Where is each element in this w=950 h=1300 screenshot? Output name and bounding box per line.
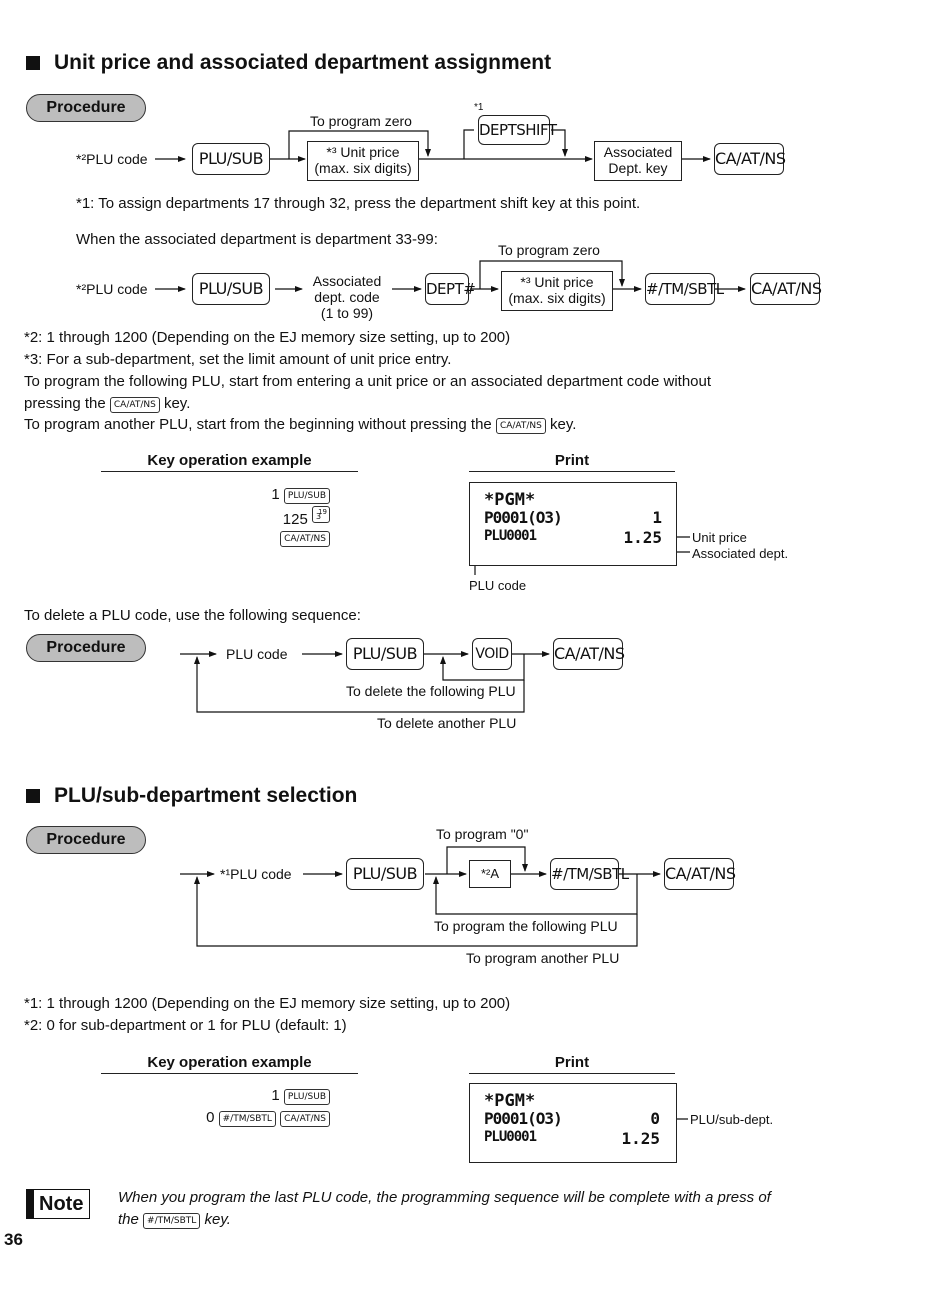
s2-row1-plusub-key: PLU/SUB xyxy=(284,1089,330,1105)
para1b-post: key. xyxy=(163,395,191,412)
plusub-key: PLU/SUB xyxy=(192,143,270,175)
s2-footnote-1: *1: 1 through 1200 (Depending on the EJ memory size setting, up to 200) xyxy=(24,995,511,1012)
deptshift-key: DEPTSHIFT xyxy=(478,115,550,145)
assoc-code-line1: Associated xyxy=(312,273,382,289)
section-title-text: Unit price and associated department assignment xyxy=(54,51,552,74)
callout-unit-price: Unit price xyxy=(692,530,747,545)
footnote-3: *3: For a sub-department, set the limit amount of unit price entry. xyxy=(24,351,452,368)
s2-print-header: Print xyxy=(469,1054,675,1074)
receipt2-line3-right: 1.25 xyxy=(621,1129,660,1148)
print-header: Print xyxy=(469,452,675,472)
receipt2-line2-right: 0 xyxy=(650,1109,660,1128)
caatns-key-2: CA/AT/NS xyxy=(750,273,820,305)
deptshift-footnote-mark: *1 xyxy=(474,102,484,113)
unit-price-2-line1: *³ Unit price xyxy=(520,274,594,290)
s2-caatns-key: CA/AT/NS xyxy=(664,858,734,890)
key-op-row2 xyxy=(220,506,330,528)
dept-33-99-note: When the associated department is department 33-99: xyxy=(76,231,438,248)
receipt1-line3-right: 1.25 xyxy=(623,528,662,547)
section-title-plu-sub xyxy=(26,784,357,808)
unit-price-box xyxy=(307,141,419,181)
unit-price-2-line2: (max. six digits) xyxy=(508,290,606,306)
delete-another-label: To delete another PLU xyxy=(377,715,517,731)
receipt2-line1: *PGM* xyxy=(484,1091,536,1111)
key-operation-header: Key operation example xyxy=(101,452,358,472)
inline-caatns-key: CA/AT/NS xyxy=(110,397,160,413)
section2-title-text: PLU/sub-department selection xyxy=(54,784,358,807)
associated-dept-code-label xyxy=(305,273,389,321)
program-another-label: To program another PLU xyxy=(466,950,620,966)
to-program-zero-label-2: To program zero xyxy=(498,242,600,258)
key-op-row2-num: 125 xyxy=(282,511,308,528)
to-program-0-label: To program "0" xyxy=(436,826,529,842)
note-text-line1: When you program the last PLU code, the programming sequence will be complete with a press of xyxy=(118,1189,771,1206)
plusub-key-2: PLU/SUB xyxy=(192,273,270,305)
s2-key-operation-header: Key operation example xyxy=(101,1054,358,1074)
paragraph-following-plu-cont xyxy=(24,395,190,413)
a-value-box: *²A xyxy=(469,860,511,888)
s2-plu-code-label: *¹PLU code xyxy=(220,866,292,882)
assoc-code-line2: dept. code xyxy=(314,289,380,305)
receipt1-line3-left: PLU0001 xyxy=(484,528,537,544)
dept3-key-bottom: 3 xyxy=(316,512,322,521)
receipt2-line2-left: P0001(O3) xyxy=(484,1109,562,1128)
inline-caatns-key-2: CA/AT/NS xyxy=(496,418,546,434)
procedure-badge: Procedure xyxy=(26,94,146,122)
plu-code-label-2: *²PLU code xyxy=(76,281,148,297)
key-op-row1-num: 1 xyxy=(271,486,280,503)
dept3-key xyxy=(312,506,330,523)
s2-row1-num: 1 xyxy=(271,1087,280,1104)
footnote-2: *2: 1 through 1200 (Depending on the EJ memory size setting, up to 200) xyxy=(24,329,511,346)
section-title-unit-price xyxy=(26,51,551,75)
plu-code-label: *²PLU code xyxy=(76,151,148,167)
procedure-badge-2: Procedure xyxy=(26,826,146,854)
note-label: Note xyxy=(26,1189,90,1219)
footnote-1: *1: To assign departments 17 through 32, press the department shift key at this point. xyxy=(76,195,641,212)
receipt-print-1 xyxy=(469,482,677,566)
note-tmsbtl-key: #/TM/SBTL xyxy=(143,1213,200,1229)
callout-plu-sub-dept: PLU/sub-dept. xyxy=(690,1112,774,1127)
associated-dept-box xyxy=(594,141,682,181)
para1b-pre: pressing the xyxy=(24,395,106,412)
paragraph-another-plu xyxy=(24,416,576,434)
delete-plu-code-label: PLU code xyxy=(226,646,288,662)
note-text-post: key. xyxy=(204,1211,231,1228)
assoc-code-line3: (1 to 99) xyxy=(320,305,374,321)
dept-key: DEPT# xyxy=(425,273,469,305)
s2-plusub-key: PLU/SUB xyxy=(346,858,424,890)
receipt-print-2 xyxy=(469,1083,677,1163)
delete-following-label: To delete the following PLU xyxy=(346,683,516,699)
unit-price-box-2 xyxy=(501,271,613,311)
procedure-badge-delete: Procedure xyxy=(26,634,146,662)
receipt1-line1: *PGM* xyxy=(484,490,536,510)
paragraph-following-plu: To program the following PLU, start from entering a unit price or an associated department code without xyxy=(24,373,712,390)
note-text-line2 xyxy=(118,1209,771,1231)
receipt2-line3-left: PLU0001 xyxy=(484,1129,537,1145)
key-op-caatns-key: CA/AT/NS xyxy=(280,531,330,547)
note-text xyxy=(118,1187,771,1231)
delete-intro: To delete a PLU code, use the following sequence: xyxy=(24,607,361,624)
note-text-pre: the xyxy=(118,1211,139,1228)
to-program-zero-label: To program zero xyxy=(310,113,412,129)
callout-associated-dept: Associated dept. xyxy=(692,546,789,561)
unit-price-line1: *³ Unit price xyxy=(326,144,400,160)
s2-key-op-row1 xyxy=(200,1087,330,1105)
assoc-dept-line2: Dept. key xyxy=(608,160,668,176)
para2-post: key. xyxy=(550,416,577,433)
receipt1-line2-left: P0001(O3) xyxy=(484,508,562,527)
caatns-key: CA/AT/NS xyxy=(714,143,784,175)
s2-row2-num: 0 xyxy=(206,1109,215,1126)
s2-row2-tmsbtl-key: #/TM/SBTL xyxy=(219,1111,276,1127)
dept3-key-top: 19 xyxy=(318,508,327,516)
delete-plusub-key: PLU/SUB xyxy=(346,638,424,670)
square-bullet-icon xyxy=(26,789,40,803)
callout-plu-code: PLU code xyxy=(469,578,527,593)
key-op-row1 xyxy=(220,486,330,504)
assoc-dept-line1: Associated xyxy=(603,144,673,160)
s2-footnote-2: *2: 0 for sub-department or 1 for PLU (default: 1) xyxy=(24,1017,347,1034)
s2-row2-caatns-key: CA/AT/NS xyxy=(280,1111,330,1127)
void-key: VOID xyxy=(472,638,512,670)
s2-key-op-row2 xyxy=(200,1109,330,1127)
program-following-label: To program the following PLU xyxy=(434,918,618,934)
unit-price-line2: (max. six digits) xyxy=(314,160,412,176)
delete-caatns-key: CA/AT/NS xyxy=(553,638,623,670)
receipt1-line2-right: 1 xyxy=(652,508,662,527)
square-bullet-icon xyxy=(26,56,40,70)
tmsbtl-key: #/TM/SBTL xyxy=(645,273,715,305)
page-number: 36 xyxy=(4,1230,23,1249)
s2-tmsbtl-key: #/TM/SBTL xyxy=(550,858,619,890)
key-op-row3 xyxy=(220,529,330,547)
para2-pre: To program another PLU, start from the beginning without pressing the xyxy=(24,416,492,433)
key-op-plusub-key: PLU/SUB xyxy=(284,488,330,504)
